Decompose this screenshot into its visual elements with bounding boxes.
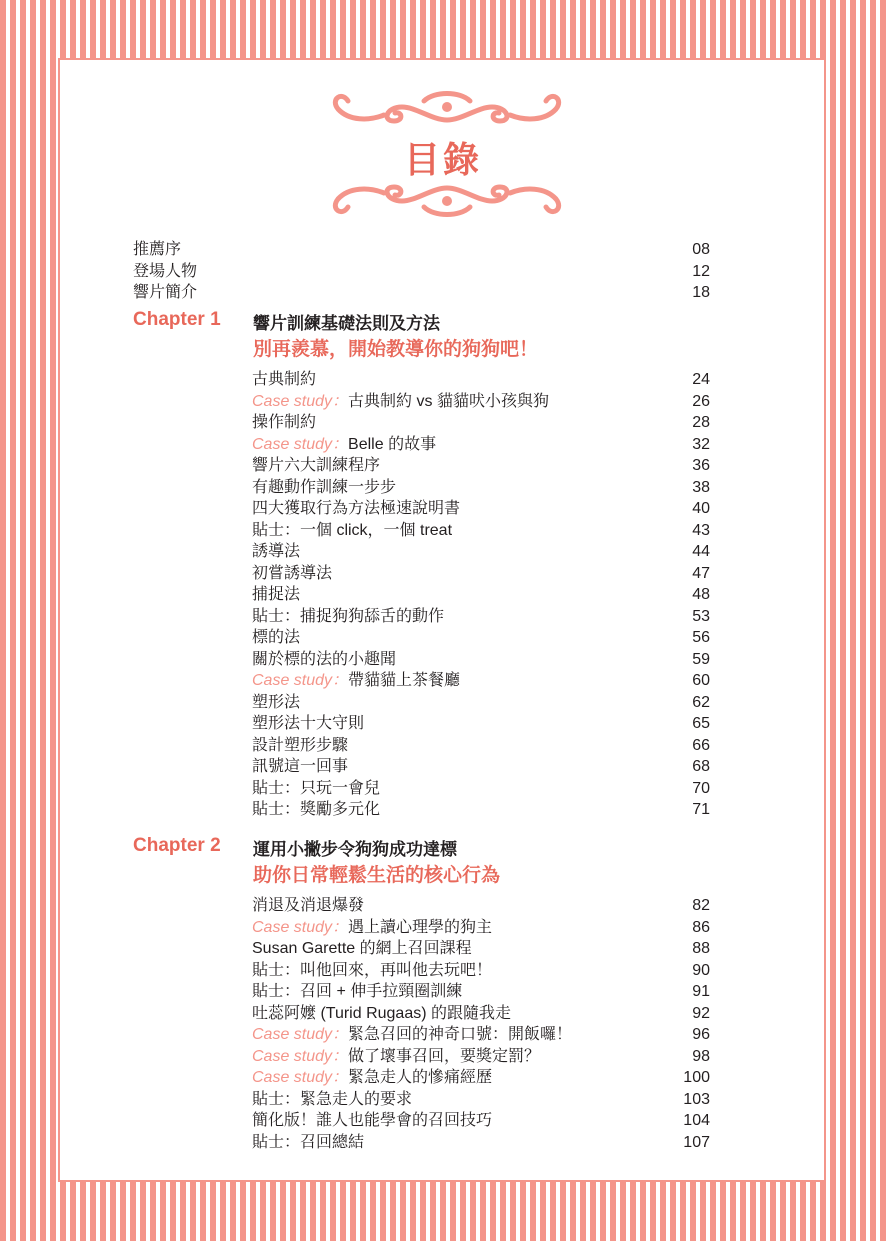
- toc-entry: [0, 799, 886, 821]
- toc-entry: [0, 606, 886, 628]
- entry-text: 訊號這一回事: [252, 758, 349, 775]
- toc-entry: [0, 1046, 886, 1068]
- entry-text: 初嘗誘導法: [252, 564, 333, 582]
- page-number: 47: [692, 564, 710, 582]
- page-number: 48: [692, 586, 710, 603]
- toc-entry: [0, 756, 886, 778]
- entry-text: 貼士：獎勵多元化: [252, 801, 381, 818]
- entry-text: 有趣動作訓練一步步: [252, 478, 397, 496]
- page-number: 96: [692, 1026, 710, 1043]
- page-number: 100: [683, 1069, 710, 1086]
- page-number: 66: [692, 736, 710, 754]
- entry-label: [252, 778, 380, 800]
- entry-label: [252, 756, 348, 778]
- bottom-ornament: [324, 181, 570, 221]
- entry-label: [252, 938, 472, 960]
- toc-entry: [0, 627, 886, 649]
- entry-text: 貼士：一個 click，一個 treat: [252, 521, 453, 539]
- entry-label: [252, 584, 300, 606]
- page-number: 18: [692, 284, 710, 301]
- entry-label: [252, 477, 396, 499]
- toc-entry: [0, 520, 886, 542]
- entry-text: 帶貓貓上茶餐廳: [348, 672, 461, 689]
- page-number: 104: [683, 1112, 710, 1129]
- page-number: 107: [683, 1133, 710, 1151]
- entry-text: Susan Garette 的網上召回課程: [252, 940, 472, 957]
- entry-label: [252, 649, 396, 671]
- entry-text: 貼士：緊急走人的要求: [252, 1090, 413, 1108]
- entry-text: 消退及消退爆發: [252, 897, 365, 914]
- entry-label: [252, 520, 452, 542]
- page-number: 71: [692, 801, 710, 818]
- page-number: 12: [692, 262, 710, 280]
- toc-entry: [0, 261, 886, 283]
- chapter-subtitle: 助你日常輕鬆生活的核心行為: [253, 865, 501, 886]
- toc-entry: [0, 938, 886, 960]
- toc-entry: [0, 563, 886, 585]
- toc-entry: [0, 412, 886, 434]
- toc-entry: [0, 1132, 886, 1154]
- page-number: 59: [692, 650, 710, 668]
- entry-text: Belle 的故事: [348, 435, 437, 453]
- page-number: 53: [692, 607, 710, 625]
- toc-entry: [0, 239, 886, 261]
- entry-text: 貼士：捕捉狗狗舔舌的動作: [252, 607, 445, 625]
- chapter-title: 響片訓練基礎法則及方法: [253, 314, 440, 333]
- page-number: 86: [692, 918, 710, 936]
- entry-text: 響片六大訓練程序: [252, 457, 381, 474]
- page-number: 103: [683, 1090, 710, 1108]
- entry-label: [252, 455, 380, 477]
- page-number: 43: [692, 521, 710, 539]
- entry-label: [252, 960, 492, 982]
- entry-label: [252, 412, 316, 434]
- entry-label: [133, 261, 197, 283]
- entry-label: [133, 239, 181, 261]
- toc-entry: [0, 369, 886, 391]
- entry-text: 吐蕊阿嬤 (Turid Rugaas) 的跟隨我走: [252, 1004, 512, 1022]
- toc-entry: [0, 455, 886, 477]
- entry-label: [252, 1003, 511, 1025]
- page-number: 36: [692, 457, 710, 474]
- toc-entry: [0, 434, 886, 456]
- entry-text: 貼士：只玩一會兒: [252, 779, 381, 797]
- entry-label: [252, 917, 492, 939]
- toc-entry: [0, 1089, 886, 1111]
- toc-entry: [0, 541, 886, 563]
- entry-label: [252, 1024, 572, 1046]
- case-study-prefix: Case study：: [252, 918, 349, 936]
- toc-entry: [0, 981, 886, 1003]
- entry-text: 貼士：叫他回來，再叫他去玩吧！: [252, 961, 493, 979]
- case-study-prefix: Case study：: [252, 392, 349, 410]
- entry-text: 塑形法: [252, 693, 301, 711]
- entry-label: [252, 606, 444, 628]
- entry-label: [252, 692, 300, 714]
- toc-entry: [0, 391, 886, 413]
- entry-label: [252, 1046, 540, 1068]
- page-number: 44: [692, 543, 710, 560]
- page-number: 26: [692, 392, 710, 410]
- entry-label: [252, 670, 460, 692]
- entry-label: [252, 391, 549, 413]
- entry-text: 登場人物: [133, 262, 198, 280]
- entry-label: [252, 713, 364, 735]
- page-number: 98: [692, 1047, 710, 1065]
- entry-label: [252, 434, 436, 456]
- entry-text: 貼士：召回總結: [252, 1133, 365, 1151]
- case-study-prefix: Case study：: [252, 435, 349, 453]
- page-number: 90: [692, 961, 710, 979]
- case-study-prefix: Case study：: [252, 1047, 349, 1065]
- toc-entry: [0, 895, 886, 917]
- entry-text: 緊急召回的神奇口號：開飯囉！: [348, 1026, 573, 1043]
- page-number: 32: [692, 435, 710, 453]
- entry-text: 響片簡介: [133, 284, 198, 301]
- page-number: 92: [692, 1004, 710, 1022]
- toc-title: 目錄: [403, 140, 482, 181]
- entry-text: 標的法: [252, 629, 301, 646]
- entry-label: [252, 799, 380, 821]
- toc-entry: [0, 477, 886, 499]
- entry-label: [252, 1067, 492, 1089]
- entry-text: 操作制約: [252, 414, 317, 431]
- entry-text: 推薦序: [133, 241, 182, 258]
- page-number: 60: [692, 672, 710, 689]
- toc-entry: [0, 282, 886, 304]
- toc-entry: [0, 670, 886, 692]
- entry-text: 簡化版！誰人也能學會的召回技巧: [252, 1112, 493, 1129]
- page-number: 40: [692, 500, 710, 517]
- page-number: 24: [692, 371, 710, 388]
- entry-label: [252, 627, 300, 649]
- toc-entry: [0, 778, 886, 800]
- chapter-title: 運用小撇步令狗狗成功達標: [253, 840, 457, 859]
- entry-text: 做了壞事召回，要獎定罰？: [348, 1047, 541, 1065]
- page-number: 88: [692, 940, 710, 957]
- entry-text: 誘導法: [252, 543, 301, 560]
- entry-label: [133, 282, 197, 304]
- toc-entry: [0, 1110, 886, 1132]
- case-study-prefix: Case study：: [252, 1026, 349, 1043]
- page-number: 65: [692, 715, 710, 732]
- entry-text: 貼士：召回 + 伸手拉頸圈訓練: [252, 983, 463, 1000]
- case-study-prefix: Case study：: [252, 1069, 349, 1086]
- entry-text: 古典制約 vs 貓貓吠小孩與狗: [348, 392, 549, 410]
- toc-entry: [0, 584, 886, 606]
- toc-entry: [0, 692, 886, 714]
- entry-text: 關於標的法的小趣聞: [252, 650, 397, 668]
- toc-entry: [0, 1024, 886, 1046]
- entry-label: [252, 895, 364, 917]
- toc-entry: [0, 917, 886, 939]
- toc-entry: [0, 960, 886, 982]
- entry-text: 緊急走人的慘痛經歷: [348, 1069, 493, 1086]
- toc-entry: [0, 649, 886, 671]
- page-number: 56: [692, 629, 710, 646]
- entry-text: 塑形法十大守則: [252, 715, 365, 732]
- entry-label: [252, 1132, 364, 1154]
- page-number: 82: [692, 897, 710, 914]
- toc-entry: [0, 713, 886, 735]
- page-number: 28: [692, 414, 710, 431]
- page-number: 38: [692, 478, 710, 496]
- entry-text: 設計塑形步驟: [252, 736, 349, 754]
- entry-text: 四大獲取行為方法極速說明書: [252, 500, 461, 517]
- entry-label: [252, 498, 460, 520]
- entry-label: [252, 1110, 492, 1132]
- top-ornament: [324, 87, 570, 127]
- entry-label: [252, 369, 316, 391]
- chapter-subtitle: 別再羨慕，開始教導你的狗狗吧！: [253, 339, 539, 360]
- toc-entry: [0, 498, 886, 520]
- page-number: 68: [692, 758, 710, 775]
- entry-text: 捕捉法: [252, 586, 301, 603]
- page-number: 62: [692, 693, 710, 711]
- entry-label: [252, 541, 300, 563]
- toc-entry: [0, 1067, 886, 1089]
- entry-label: [252, 735, 348, 757]
- page-number: 91: [692, 983, 710, 1000]
- page-number: 70: [692, 779, 710, 797]
- entry-label: [252, 1089, 412, 1111]
- toc-entry: [0, 735, 886, 757]
- page-number: 08: [692, 241, 710, 258]
- entry-text: 古典制約: [252, 371, 317, 388]
- case-study-prefix: Case study：: [252, 672, 349, 689]
- chapter-label: Chapter 1: [133, 309, 221, 330]
- chapter-label: Chapter 2: [133, 835, 221, 856]
- entry-label: [252, 981, 462, 1003]
- entry-label: [252, 563, 332, 585]
- entry-text: 遇上讀心理學的狗主: [348, 918, 493, 936]
- toc-entry: [0, 1003, 886, 1025]
